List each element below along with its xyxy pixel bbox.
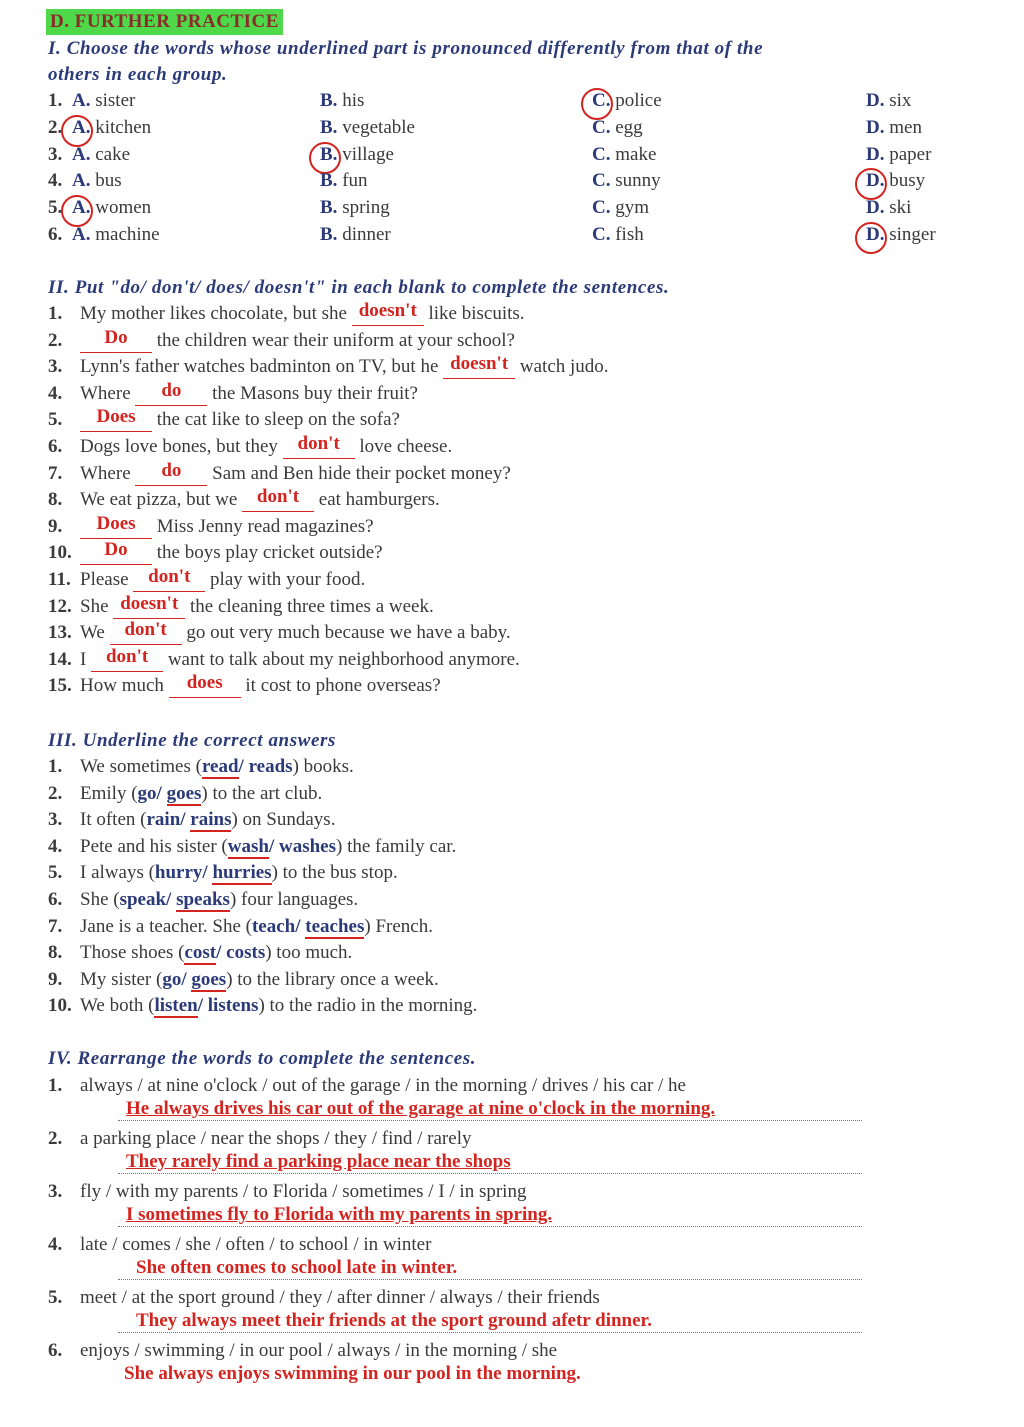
option-word: egg	[610, 116, 643, 138]
option-a[interactable]	[72, 224, 160, 246]
sentence-after: want to talk about my neighborhood anymore.	[163, 648, 520, 670]
word-prompt: enjoys / swimming / in our pool / always / in the morning / she	[80, 1340, 558, 1361]
question-number: 6.	[48, 436, 63, 457]
choice-separator: /	[180, 809, 191, 831]
answer-sentence[interactable]: She often comes to school late in winter.	[136, 1257, 458, 1278]
sentence	[80, 942, 352, 964]
answer-circle	[309, 142, 341, 174]
sentence	[80, 433, 453, 458]
sentence	[80, 406, 400, 431]
sentence	[80, 592, 434, 618]
answer-blank[interactable]	[113, 592, 185, 618]
answer-blank[interactable]	[283, 433, 355, 458]
option-letter: C.	[592, 143, 611, 165]
sentence	[80, 783, 322, 805]
sentence-after: ) the family car.	[336, 835, 457, 857]
sentence-after: the boys play cricket outside?	[152, 542, 383, 564]
choice-separator: /	[197, 995, 208, 1017]
question-number: 6.	[48, 1340, 63, 1361]
sentence-after: ) too much.	[265, 942, 353, 964]
answer-blank[interactable]	[352, 300, 424, 325]
answer-sentence[interactable]: I sometimes fly to Florida with my parents in spring.	[126, 1204, 553, 1225]
sentence-before: Those shoes (	[80, 942, 185, 964]
answer-line	[118, 1226, 862, 1227]
answer-blank[interactable]	[135, 459, 207, 485]
sentence	[80, 995, 477, 1017]
sentence-after: eat hamburgers.	[314, 489, 440, 511]
answer-line	[118, 1173, 862, 1174]
answer-text: Do	[104, 539, 128, 561]
question-number: 4.	[48, 170, 63, 192]
question-number: 6.	[48, 889, 63, 910]
sentence	[80, 486, 440, 511]
option-a[interactable]	[72, 90, 135, 112]
choice-separator: /	[202, 862, 213, 884]
question-number: 9.	[48, 968, 63, 990]
answer-line	[118, 1120, 862, 1121]
sentence-after: watch judo.	[515, 356, 609, 378]
sentence-after: the Masons buy their fruit?	[207, 382, 418, 404]
option-c[interactable]	[592, 144, 656, 166]
choice-option-1[interactable]: listen	[154, 995, 198, 1017]
choice-separator: /	[166, 889, 177, 910]
option-letter: A.	[72, 143, 91, 165]
sentence-after: Miss Jenny read magazines?	[152, 515, 374, 537]
question-number: 1.	[48, 90, 63, 111]
answer-blank[interactable]	[80, 539, 152, 564]
choice-separator: /	[156, 782, 167, 804]
question-number: 5.	[48, 1287, 63, 1308]
answer-blank[interactable]	[80, 512, 152, 538]
option-b[interactable]	[320, 90, 364, 112]
answer-text: don't	[105, 645, 149, 667]
question-number: 3.	[48, 356, 63, 378]
choice-option-1[interactable]: speak	[119, 889, 167, 910]
option-letter: D.	[866, 116, 885, 138]
option-b[interactable]	[320, 197, 390, 219]
question-number: 1.	[48, 1075, 63, 1096]
sentence	[80, 379, 418, 405]
question-number: 2.	[48, 1128, 63, 1149]
question-number: 7.	[48, 462, 63, 484]
option-c[interactable]	[592, 224, 644, 246]
option-b[interactable]	[320, 170, 368, 192]
sentence-before: She	[80, 595, 114, 617]
question-number: 4.	[48, 382, 63, 404]
sentence	[80, 645, 520, 671]
choice-option-2[interactable]: teaches	[305, 915, 365, 937]
section-title: D. FURTHER PRACTICE	[46, 9, 283, 35]
choice-option-2[interactable]: rains	[190, 809, 232, 831]
sentence-before: Lynn's father watches badminton on TV, but he	[80, 356, 444, 378]
choice-option-1[interactable]: hurry	[154, 862, 203, 884]
answer-text: do	[161, 379, 182, 401]
choice-option-1[interactable]: rain	[146, 809, 181, 831]
sentence-after: ) to the bus stop.	[271, 862, 398, 884]
section1-heading-line1: I. Choose the words whose underlined part is pronounced differently from that of the	[48, 38, 764, 59]
answer-line	[118, 1332, 862, 1333]
option-letter: D.	[866, 90, 885, 111]
answer-blank[interactable]	[169, 672, 241, 697]
answer-text: don't	[124, 619, 167, 641]
sentence-before: Emily (	[80, 782, 138, 804]
choice-option-1[interactable]: go	[162, 968, 182, 990]
question-number: 2.	[48, 116, 63, 138]
answer-blank[interactable]	[133, 566, 205, 591]
answer-blank[interactable]	[80, 406, 152, 431]
sentence	[80, 969, 439, 991]
sentence	[80, 300, 525, 325]
sentence-after: the cat like to sleep on the sofa?	[152, 409, 400, 431]
sentence-before: Where	[80, 382, 136, 404]
sentence-after: like biscuits.	[423, 303, 525, 324]
question-number: 3.	[48, 1181, 63, 1202]
sentence-after: ) four languages.	[229, 889, 359, 910]
word-prompt: late / comes / she / often / to school / in winter	[80, 1234, 432, 1255]
section4-heading: IV. Rearrange the words to complete the sentences.	[48, 1048, 477, 1069]
sentence-after: play with your food.	[205, 569, 366, 590]
sentence	[80, 809, 335, 831]
sentence-before: We	[80, 622, 110, 644]
answer-text: don't	[297, 433, 340, 454]
sentence-after: go out very much because we have a baby.	[181, 622, 511, 644]
option-letter: A.	[72, 170, 91, 192]
question-number: 2.	[48, 329, 63, 351]
option-letter: C.	[592, 170, 611, 192]
answer-blank[interactable]	[80, 326, 152, 352]
question-number: 10.	[48, 995, 72, 1017]
option-letter: D.	[866, 197, 885, 219]
choice-option-1[interactable]: go	[137, 782, 157, 804]
option-d[interactable]	[866, 90, 911, 112]
choice-option-1[interactable]: wash	[227, 835, 269, 857]
option-letter: B.	[320, 224, 338, 245]
sentence-after: ) on Sundays.	[231, 809, 336, 831]
sentence-before: She (	[80, 889, 120, 910]
option-letter: B.	[320, 116, 338, 138]
sentence-before: How much	[80, 675, 169, 697]
option-c[interactable]	[592, 117, 643, 139]
option-word: make	[610, 143, 657, 165]
choice-separator: /	[181, 968, 192, 990]
sentence	[80, 326, 515, 352]
choice-option-2[interactable]: goes	[191, 968, 227, 990]
answer-text: don't	[148, 566, 191, 587]
option-word: spring	[337, 197, 390, 219]
question-number: 1.	[48, 756, 63, 777]
sentence-before: I always (	[80, 862, 155, 884]
sentence	[80, 862, 398, 884]
option-word: his	[337, 90, 365, 111]
option-word: dinner	[337, 224, 391, 245]
option-b[interactable]	[320, 224, 391, 246]
question-number: 13.	[48, 622, 72, 644]
question-number: 14.	[48, 648, 72, 670]
question-number: 2.	[48, 782, 63, 804]
question-number: 4.	[48, 835, 63, 857]
answer-circle	[855, 168, 887, 200]
sentence	[80, 512, 374, 538]
answer-circle	[61, 115, 93, 147]
choice-option-2[interactable]: listens	[207, 995, 259, 1017]
sentence-before: We eat pizza, but we	[80, 489, 243, 511]
option-word: bus	[90, 170, 122, 192]
question-number: 4.	[48, 1234, 63, 1255]
question-number: 1.	[48, 303, 63, 324]
option-d[interactable]	[866, 197, 911, 219]
word-prompt: always / at nine o'clock / out of the garage / in the morning / drives / his car / he	[80, 1075, 686, 1096]
question-number: 10.	[48, 542, 72, 564]
sentence-before: We both (	[80, 995, 155, 1017]
answer-circle	[855, 222, 887, 254]
choice-separator: /	[238, 756, 249, 777]
sentence-after: Sam and Ben hide their pocket money?	[207, 462, 511, 484]
option-word: gym	[610, 197, 650, 219]
sentence	[80, 836, 456, 858]
option-word: machine	[90, 224, 160, 245]
sentence	[80, 889, 358, 911]
question-number: 3.	[48, 143, 63, 165]
option-a[interactable]	[72, 144, 130, 166]
answer-text: doesn't	[358, 300, 417, 321]
sentence-before: Dogs love bones, but they	[80, 436, 283, 457]
answer-text: do	[161, 459, 182, 481]
sentence	[80, 672, 441, 697]
option-word: sister	[90, 90, 136, 111]
option-letter: D.	[866, 224, 885, 245]
answer-blank[interactable]	[91, 645, 163, 671]
word-prompt: a parking place / near the shops / they / find / rarely	[80, 1128, 472, 1149]
sentence	[80, 459, 511, 485]
sentence-before: Please	[80, 569, 134, 590]
sentence	[80, 566, 366, 591]
sentence-before: Jane is a teacher. She (	[80, 915, 252, 937]
sentence-before: Pete and his sister (	[80, 835, 228, 857]
option-word: fish	[610, 224, 644, 245]
sentence-before: We sometimes (	[80, 756, 202, 777]
question-number: 15.	[48, 675, 72, 697]
option-word: men	[884, 116, 922, 138]
sentence-after: ) French.	[364, 915, 433, 937]
option-letter: D.	[866, 143, 885, 165]
question-number: 9.	[48, 515, 63, 537]
question-number: 7.	[48, 915, 63, 937]
sentence-after: ) to the radio in the morning.	[258, 995, 478, 1017]
question-number: 5.	[48, 862, 63, 884]
answer-circle	[61, 195, 93, 227]
sentence-after: it cost to phone overseas?	[240, 675, 441, 697]
sentence-after: ) to the library once a week.	[226, 968, 439, 990]
option-c[interactable]	[592, 197, 649, 219]
option-letter: C.	[592, 224, 611, 245]
option-word: six	[884, 90, 912, 111]
option-letter: A.	[72, 116, 91, 138]
option-word: women	[90, 197, 152, 219]
question-number: 5.	[48, 197, 63, 219]
section1-heading-line2: others in each group.	[48, 64, 228, 85]
option-letter: B.	[320, 143, 338, 165]
section2-heading: II. Put "do/ don't/ does/ doesn't" in each blank to complete the sentences.	[48, 277, 670, 298]
option-d[interactable]	[866, 144, 931, 166]
option-letter: B.	[320, 170, 338, 192]
choice-option-2[interactable]: reads	[248, 756, 293, 777]
option-a[interactable]	[72, 170, 122, 192]
answer-blank[interactable]	[110, 619, 182, 644]
sentence	[80, 916, 433, 938]
option-b[interactable]	[320, 117, 415, 139]
option-letter: A.	[72, 224, 91, 245]
option-word: paper	[884, 143, 932, 165]
option-letter: C.	[592, 116, 611, 138]
choice-option-2[interactable]: speaks	[176, 889, 230, 910]
question-number: 11.	[48, 569, 71, 590]
question-number: 8.	[48, 489, 63, 511]
option-letter: B.	[320, 90, 338, 111]
sentence	[80, 756, 354, 778]
sentence-before: My mother likes chocolate, but she	[80, 303, 352, 324]
option-word: kitchen	[90, 116, 152, 138]
option-word: fun	[337, 170, 368, 192]
option-word: police	[610, 90, 662, 111]
answer-sentence[interactable]: They always meet their friends at the sport ground afetr dinner.	[136, 1310, 652, 1331]
option-letter: B.	[320, 197, 338, 219]
sentence-after: ) to the art club.	[201, 782, 323, 804]
answer-sentence[interactable]: He always drives his car out of the garage at nine o'clock in the morning.	[126, 1098, 716, 1119]
answer-sentence[interactable]: She always enjoys swimming in our pool in the morning.	[124, 1363, 581, 1384]
choice-option-2[interactable]: costs	[226, 942, 266, 964]
word-prompt: fly / with my parents / to Florida / sometimes / I / in spring	[80, 1181, 527, 1202]
sentence-after: the cleaning three times a week.	[185, 595, 434, 617]
option-letter: D.	[866, 170, 885, 192]
question-number: 8.	[48, 942, 63, 964]
option-letter: C.	[592, 90, 611, 111]
question-number: 12.	[48, 595, 72, 617]
choice-option-1[interactable]: cost	[184, 942, 217, 964]
option-word: sunny	[610, 170, 661, 192]
option-word: singer	[884, 224, 936, 245]
sentence-after: the children wear their uniform at your school?	[152, 329, 515, 351]
answer-blank[interactable]	[242, 486, 314, 511]
answer-line	[118, 1279, 862, 1280]
choice-option-2[interactable]: washes	[278, 835, 336, 857]
answer-text: does	[186, 672, 223, 694]
option-letter: A.	[72, 90, 91, 111]
option-word: busy	[884, 170, 926, 192]
choice-option-1[interactable]: read	[201, 756, 239, 777]
option-letter: A.	[72, 197, 91, 219]
option-letter: C.	[592, 197, 611, 219]
answer-text: doesn't	[120, 592, 179, 614]
sentence-before: I	[80, 648, 92, 670]
option-word: village	[337, 143, 394, 165]
word-prompt: meet / at the sport ground / they / after dinner / always / their friends	[80, 1287, 600, 1308]
choice-separator: /	[268, 835, 279, 857]
answer-circle	[581, 88, 613, 120]
question-number: 6.	[48, 224, 63, 245]
sentence	[80, 539, 383, 564]
answer-sentence[interactable]: They rarely find a parking place near the shops	[126, 1151, 511, 1172]
answer-text: Does	[96, 512, 136, 534]
sentence-before: Where	[80, 462, 136, 484]
question-number: 3.	[48, 809, 63, 831]
sentence	[80, 353, 609, 378]
section3-heading: III. Underline the correct answers	[48, 730, 337, 751]
choice-option-1[interactable]: teach	[251, 915, 296, 937]
choice-option-2[interactable]: hurries	[212, 862, 272, 884]
question-number: 5.	[48, 409, 63, 431]
sentence-after: ) books.	[292, 756, 354, 777]
option-word: cake	[90, 143, 131, 165]
answer-text: doesn't	[450, 353, 509, 375]
option-word: ski	[884, 197, 912, 219]
answer-blank[interactable]	[135, 379, 207, 405]
choice-separator: /	[216, 942, 227, 964]
option-d[interactable]	[866, 117, 922, 139]
sentence-before: My sister (	[80, 968, 163, 990]
choice-separator: /	[295, 915, 306, 937]
sentence	[80, 619, 511, 644]
answer-blank[interactable]	[443, 353, 515, 378]
option-c[interactable]	[592, 170, 661, 192]
answer-text: Do	[104, 326, 128, 348]
answer-text: Does	[96, 406, 136, 428]
answer-text: don't	[256, 486, 300, 508]
option-word: vegetable	[337, 116, 415, 138]
sentence-after: love cheese.	[354, 436, 453, 457]
choice-option-2[interactable]: goes	[166, 782, 202, 804]
sentence-before: It often (	[80, 809, 147, 831]
